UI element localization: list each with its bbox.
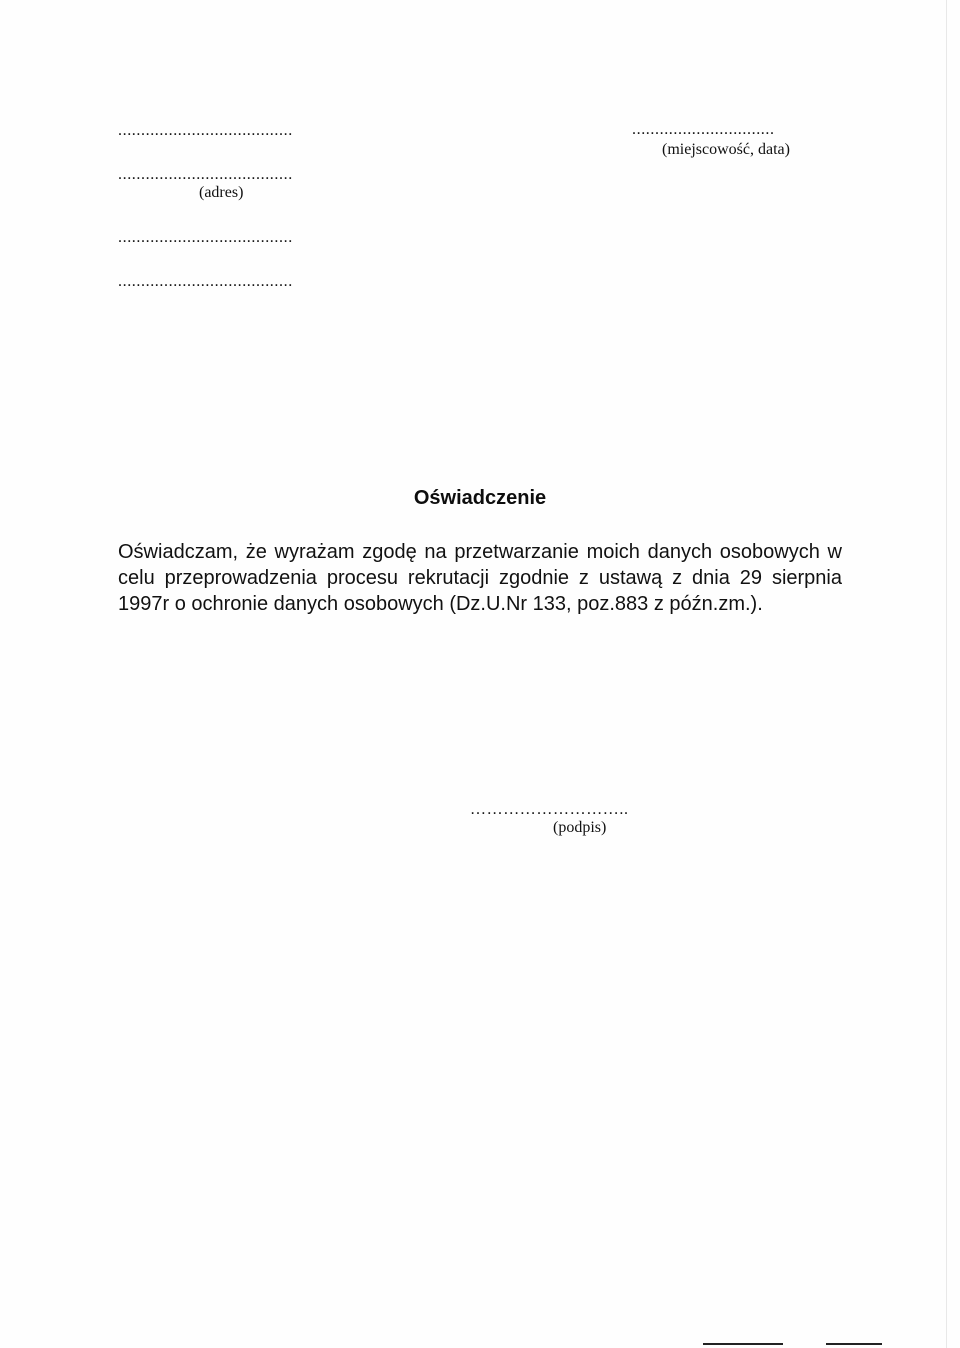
scan-edge-bottom-1 (703, 1343, 783, 1345)
document-title: Oświadczenie (413, 487, 547, 509)
place-date-line: ............................... (632, 121, 775, 138)
place-date-label: (miejscowość, data) (662, 141, 790, 158)
address-line-1: ...................................... (118, 122, 293, 139)
statement-body: Oświadczam, że wyrażam zgodę na przetwarzanie moich danych osobowych w celu przeprowadzenia procesu rekrutacji zgodnie z ustawą z dnia 29 sierpnia 1997r o ochronie danych osobowych (Dz.U.Nr 133, poz.883 z późn.zm.). (118, 541, 842, 615)
address-line-4: ...................................... (118, 273, 293, 290)
signature-label: (podpis) (553, 819, 607, 836)
scan-edge-right (946, 0, 947, 1348)
scan-edge-bottom-2 (826, 1343, 882, 1345)
signature-line: ……………………….. (470, 801, 629, 818)
address-label: (adres) (199, 184, 244, 201)
address-line-2: ...................................... (118, 166, 293, 183)
address-line-3: ...................................... (118, 229, 293, 246)
